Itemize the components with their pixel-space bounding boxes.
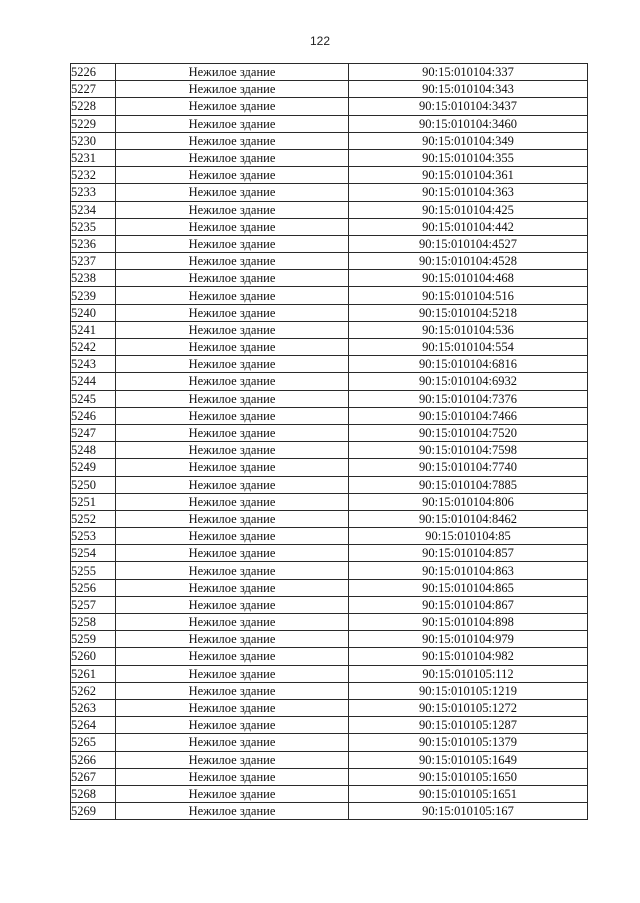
object-type-cell: Нежилое здание xyxy=(116,218,349,235)
row-number-cell: 5232 xyxy=(71,167,116,184)
table-row xyxy=(71,424,588,441)
object-type-cell: Нежилое здание xyxy=(116,510,349,527)
row-number-cell: 5250 xyxy=(71,476,116,493)
cadastral-number-cell: 90:15:010104:468 xyxy=(349,270,588,287)
cadastral-number-cell: 90:15:010104:898 xyxy=(349,614,588,631)
object-type-cell: Нежилое здание xyxy=(116,81,349,98)
row-number-cell: 5268 xyxy=(71,785,116,802)
cadastral-number-cell: 90:15:010104:554 xyxy=(349,339,588,356)
row-number-cell: 5259 xyxy=(71,631,116,648)
cadastral-number-cell: 90:15:010104:425 xyxy=(349,201,588,218)
object-type-cell: Нежилое здание xyxy=(116,699,349,716)
table-row xyxy=(71,304,588,321)
page-number: 122 xyxy=(309,34,331,48)
table-row xyxy=(71,81,588,98)
object-type-cell: Нежилое здание xyxy=(116,132,349,149)
row-number-cell: 5264 xyxy=(71,717,116,734)
object-type-cell: Нежилое здание xyxy=(116,373,349,390)
object-type-cell: Нежилое здание xyxy=(116,751,349,768)
table-row xyxy=(71,476,588,493)
object-type-cell: Нежилое здание xyxy=(116,390,349,407)
cadastral-number-cell: 90:15:010104:349 xyxy=(349,132,588,149)
cadastral-number-cell: 90:15:010104:5218 xyxy=(349,304,588,321)
cadastral-number-cell: 90:15:010105:1379 xyxy=(349,734,588,751)
table-row xyxy=(71,339,588,356)
object-type-cell: Нежилое здание xyxy=(116,339,349,356)
row-number-cell: 5267 xyxy=(71,768,116,785)
cadastral-number-cell: 90:15:010104:7740 xyxy=(349,459,588,476)
object-type-cell: Нежилое здание xyxy=(116,304,349,321)
object-type-cell: Нежилое здание xyxy=(116,167,349,184)
row-number-cell: 5245 xyxy=(71,390,116,407)
table-row xyxy=(71,545,588,562)
object-type-cell: Нежилое здание xyxy=(116,356,349,373)
object-type-cell: Нежилое здание xyxy=(116,442,349,459)
cadastral-number-cell: 90:15:010104:7885 xyxy=(349,476,588,493)
table-row xyxy=(71,785,588,802)
cadastral-number-cell: 90:15:010104:536 xyxy=(349,321,588,338)
table-row xyxy=(71,459,588,476)
row-number-cell: 5231 xyxy=(71,149,116,166)
table-row xyxy=(71,356,588,373)
row-number-cell: 5242 xyxy=(71,339,116,356)
object-type-cell: Нежилое здание xyxy=(116,201,349,218)
table-row xyxy=(71,253,588,270)
table-row xyxy=(71,579,588,596)
cadastral-number-cell: 90:15:010104:516 xyxy=(349,287,588,304)
row-number-cell: 5248 xyxy=(71,442,116,459)
object-type-cell: Нежилое здание xyxy=(116,785,349,802)
table-row xyxy=(71,699,588,716)
table-row xyxy=(71,201,588,218)
cadastral-number-cell: 90:15:010104:982 xyxy=(349,648,588,665)
object-type-cell: Нежилое здание xyxy=(116,562,349,579)
table-row xyxy=(71,803,588,820)
object-type-cell: Нежилое здание xyxy=(116,459,349,476)
table-row xyxy=(71,218,588,235)
table-row xyxy=(71,287,588,304)
object-type-cell: Нежилое здание xyxy=(116,528,349,545)
object-type-cell: Нежилое здание xyxy=(116,476,349,493)
object-type-cell: Нежилое здание xyxy=(116,253,349,270)
row-number-cell: 5228 xyxy=(71,98,116,115)
cadastral-number-cell: 90:15:010104:343 xyxy=(349,81,588,98)
object-type-cell: Нежилое здание xyxy=(116,734,349,751)
object-type-cell: Нежилое здание xyxy=(116,631,349,648)
cadastral-number-cell: 90:15:010104:4527 xyxy=(349,235,588,252)
table-row xyxy=(71,493,588,510)
row-number-cell: 5237 xyxy=(71,253,116,270)
row-number-cell: 5238 xyxy=(71,270,116,287)
table-row xyxy=(71,528,588,545)
object-type-cell: Нежилое здание xyxy=(116,424,349,441)
object-type-cell: Нежилое здание xyxy=(116,270,349,287)
row-number-cell: 5226 xyxy=(71,64,116,81)
object-type-cell: Нежилое здание xyxy=(116,803,349,820)
table-row xyxy=(71,321,588,338)
cadastral-number-cell: 90:15:010105:112 xyxy=(349,665,588,682)
table-row xyxy=(71,665,588,682)
row-number-cell: 5234 xyxy=(71,201,116,218)
row-number-cell: 5240 xyxy=(71,304,116,321)
row-number-cell: 5239 xyxy=(71,287,116,304)
row-number-cell: 5258 xyxy=(71,614,116,631)
row-number-cell: 5249 xyxy=(71,459,116,476)
row-number-cell: 5247 xyxy=(71,424,116,441)
row-number-cell: 5265 xyxy=(71,734,116,751)
cadastral-number-cell: 90:15:010104:4528 xyxy=(349,253,588,270)
row-number-cell: 5246 xyxy=(71,407,116,424)
cadastral-number-cell: 90:15:010104:3460 xyxy=(349,115,588,132)
object-type-cell: Нежилое здание xyxy=(116,717,349,734)
object-type-cell: Нежилое здание xyxy=(116,287,349,304)
cadastral-number-cell: 90:15:010104:979 xyxy=(349,631,588,648)
cadastral-number-cell: 90:15:010104:8462 xyxy=(349,510,588,527)
row-number-cell: 5229 xyxy=(71,115,116,132)
row-number-cell: 5252 xyxy=(71,510,116,527)
cadastral-number-cell: 90:15:010104:7466 xyxy=(349,407,588,424)
object-type-cell: Нежилое здание xyxy=(116,665,349,682)
object-type-cell: Нежилое здание xyxy=(116,579,349,596)
registry-table-body xyxy=(71,64,588,820)
row-number-cell: 5236 xyxy=(71,235,116,252)
cadastral-number-cell: 90:15:010104:7520 xyxy=(349,424,588,441)
cadastral-number-cell: 90:15:010104:7376 xyxy=(349,390,588,407)
cadastral-number-cell: 90:15:010104:865 xyxy=(349,579,588,596)
cadastral-number-cell: 90:15:010105:167 xyxy=(349,803,588,820)
cadastral-number-cell: 90:15:010104:863 xyxy=(349,562,588,579)
row-number-cell: 5260 xyxy=(71,648,116,665)
object-type-cell: Нежилое здание xyxy=(116,184,349,201)
row-number-cell: 5254 xyxy=(71,545,116,562)
table-row xyxy=(71,596,588,613)
cadastral-number-cell: 90:15:010104:6932 xyxy=(349,373,588,390)
cadastral-number-cell: 90:15:010104:363 xyxy=(349,184,588,201)
table-row xyxy=(71,510,588,527)
row-number-cell: 5266 xyxy=(71,751,116,768)
cadastral-number-cell: 90:15:010104:355 xyxy=(349,149,588,166)
object-type-cell: Нежилое здание xyxy=(116,64,349,81)
table-row xyxy=(71,751,588,768)
table-row xyxy=(71,442,588,459)
row-number-cell: 5243 xyxy=(71,356,116,373)
object-type-cell: Нежилое здание xyxy=(116,493,349,510)
row-number-cell: 5253 xyxy=(71,528,116,545)
row-number-cell: 5257 xyxy=(71,596,116,613)
table-row xyxy=(71,407,588,424)
row-number-cell: 5227 xyxy=(71,81,116,98)
row-number-cell: 5244 xyxy=(71,373,116,390)
cadastral-number-cell: 90:15:010105:1272 xyxy=(349,699,588,716)
cadastral-number-cell: 90:15:010104:7598 xyxy=(349,442,588,459)
object-type-cell: Нежилое здание xyxy=(116,115,349,132)
row-number-cell: 5263 xyxy=(71,699,116,716)
row-number-cell: 5241 xyxy=(71,321,116,338)
object-type-cell: Нежилое здание xyxy=(116,596,349,613)
row-number-cell: 5233 xyxy=(71,184,116,201)
object-type-cell: Нежилое здание xyxy=(116,614,349,631)
table-row xyxy=(71,734,588,751)
object-type-cell: Нежилое здание xyxy=(116,648,349,665)
object-type-cell: Нежилое здание xyxy=(116,98,349,115)
cadastral-number-cell: 90:15:010104:337 xyxy=(349,64,588,81)
cadastral-number-cell: 90:15:010104:3437 xyxy=(349,98,588,115)
table-row xyxy=(71,64,588,81)
table-row xyxy=(71,184,588,201)
table-row xyxy=(71,614,588,631)
table-row xyxy=(71,562,588,579)
cadastral-number-cell: 90:15:010104:442 xyxy=(349,218,588,235)
row-number-cell: 5261 xyxy=(71,665,116,682)
table-row xyxy=(71,132,588,149)
cadastral-number-cell: 90:15:010104:867 xyxy=(349,596,588,613)
cadastral-number-cell: 90:15:010105:1287 xyxy=(349,717,588,734)
cadastral-number-cell: 90:15:010104:806 xyxy=(349,493,588,510)
object-type-cell: Нежилое здание xyxy=(116,321,349,338)
row-number-cell: 5235 xyxy=(71,218,116,235)
cadastral-number-cell: 90:15:010104:85 xyxy=(349,528,588,545)
registry-table xyxy=(70,63,588,820)
table-row xyxy=(71,270,588,287)
cadastral-number-cell: 90:15:010104:361 xyxy=(349,167,588,184)
table-row xyxy=(71,648,588,665)
cadastral-number-cell: 90:15:010105:1651 xyxy=(349,785,588,802)
table-row xyxy=(71,390,588,407)
cadastral-number-cell: 90:15:010105:1649 xyxy=(349,751,588,768)
cadastral-number-cell: 90:15:010104:6816 xyxy=(349,356,588,373)
row-number-cell: 5262 xyxy=(71,682,116,699)
row-number-cell: 5256 xyxy=(71,579,116,596)
table-row xyxy=(71,717,588,734)
cadastral-number-cell: 90:15:010105:1650 xyxy=(349,768,588,785)
object-type-cell: Нежилое здание xyxy=(116,545,349,562)
row-number-cell: 5255 xyxy=(71,562,116,579)
object-type-cell: Нежилое здание xyxy=(116,235,349,252)
table-row xyxy=(71,373,588,390)
table-row xyxy=(71,631,588,648)
object-type-cell: Нежилое здание xyxy=(116,682,349,699)
row-number-cell: 5251 xyxy=(71,493,116,510)
object-type-cell: Нежилое здание xyxy=(116,149,349,166)
table-row xyxy=(71,115,588,132)
table-row xyxy=(71,149,588,166)
object-type-cell: Нежилое здание xyxy=(116,768,349,785)
row-number-cell: 5230 xyxy=(71,132,116,149)
table-row xyxy=(71,167,588,184)
table-row xyxy=(71,235,588,252)
cadastral-number-cell: 90:15:010105:1219 xyxy=(349,682,588,699)
object-type-cell: Нежилое здание xyxy=(116,407,349,424)
table-row xyxy=(71,682,588,699)
table-row xyxy=(71,768,588,785)
cadastral-number-cell: 90:15:010104:857 xyxy=(349,545,588,562)
row-number-cell: 5269 xyxy=(71,803,116,820)
table-row xyxy=(71,98,588,115)
